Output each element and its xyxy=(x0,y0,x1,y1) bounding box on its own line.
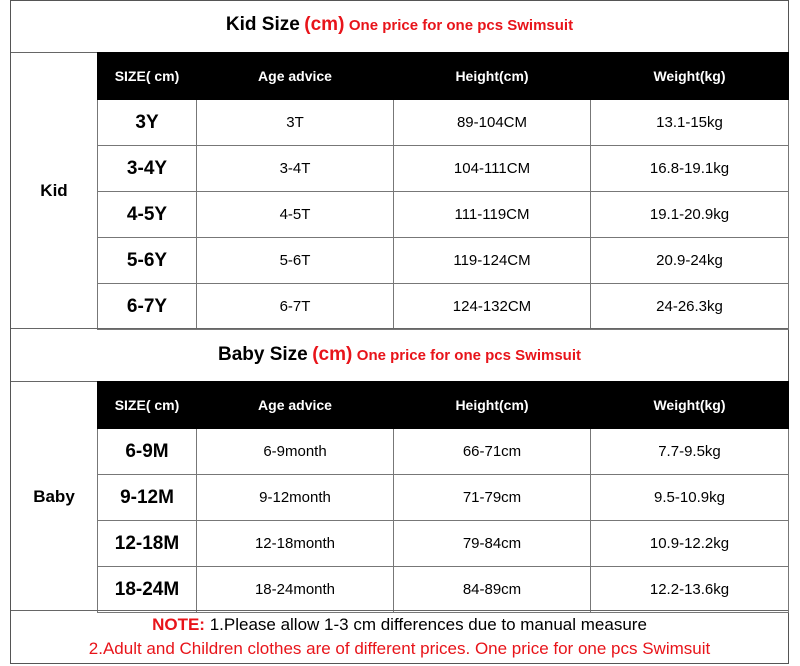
header-age: Age advice xyxy=(197,382,394,429)
divider xyxy=(11,610,788,611)
table-row xyxy=(98,192,789,238)
weight-cell: 12.2-13.6kg xyxy=(591,567,789,613)
header-height: Height(cm) xyxy=(394,53,591,100)
header-age: Age advice xyxy=(197,53,394,100)
table-row xyxy=(98,238,789,284)
weight-cell: 9.5-10.9kg xyxy=(591,475,789,521)
weight-cell: 24-26.3kg xyxy=(591,284,789,330)
table-row xyxy=(98,284,789,330)
height-cell: 111-119CM xyxy=(394,192,591,238)
kid-size-table xyxy=(97,52,789,330)
age-cell: 12-18month xyxy=(197,521,394,567)
height-cell: 104-111CM xyxy=(394,146,591,192)
weight-cell: 19.1-20.9kg xyxy=(591,192,789,238)
header-height: Height(cm) xyxy=(394,382,591,429)
divider xyxy=(11,328,788,329)
size-cell: 6-7Y xyxy=(98,284,197,330)
baby-title-main: Baby Size xyxy=(217,344,308,365)
height-cell: 84-89cm xyxy=(394,567,591,613)
note-label: NOTE: xyxy=(152,615,205,634)
note-line-1 xyxy=(11,615,788,635)
age-cell: 6-9month xyxy=(197,429,394,475)
weight-cell: 13.1-15kg xyxy=(591,100,789,146)
header-size: SIZE( cm) xyxy=(98,382,197,429)
note-line-2: 2.Adult and Children clothes are of different prices. One price for one pcs Swimsuit xyxy=(88,639,711,658)
height-cell: 124-132CM xyxy=(394,284,591,330)
table-row xyxy=(98,567,789,613)
header-weight: Weight(kg) xyxy=(591,53,789,100)
kid-title-main: Kid Size xyxy=(225,14,300,35)
size-cell: 12-18M xyxy=(98,521,197,567)
age-cell: 6-7T xyxy=(197,284,394,330)
size-cell: 9-12M xyxy=(98,475,197,521)
size-cell: 5-6Y xyxy=(98,238,197,284)
height-cell: 89-104CM xyxy=(394,100,591,146)
size-cell: 3-4Y xyxy=(98,146,197,192)
age-cell: 5-6T xyxy=(197,238,394,284)
height-cell: 119-124CM xyxy=(394,238,591,284)
age-cell: 3-4T xyxy=(197,146,394,192)
table-header-row xyxy=(98,382,789,429)
size-cell: 3Y xyxy=(98,100,197,146)
baby-group-label: Baby xyxy=(33,487,75,506)
header-weight: Weight(kg) xyxy=(591,382,789,429)
height-cell: 71-79cm xyxy=(394,475,591,521)
table-header-row xyxy=(98,53,789,100)
table-row xyxy=(98,146,789,192)
age-cell: 4-5T xyxy=(197,192,394,238)
weight-cell: 7.7-9.5kg xyxy=(591,429,789,475)
kid-title-sub: One price for one pcs Swimsuit xyxy=(348,17,574,34)
weight-cell: 10.9-12.2kg xyxy=(591,521,789,567)
table-row xyxy=(98,521,789,567)
table-row xyxy=(98,429,789,475)
baby-size-table xyxy=(97,381,789,613)
size-cell: 4-5Y xyxy=(98,192,197,238)
height-cell: 79-84cm xyxy=(394,521,591,567)
baby-title-sub: One price for one pcs Swimsuit xyxy=(356,347,581,364)
age-cell: 9-12month xyxy=(197,475,394,521)
kid-size-title xyxy=(11,14,788,36)
age-cell: 18-24month xyxy=(197,567,394,613)
kid-group-label: Kid xyxy=(40,181,68,200)
baby-title-cm: (cm) xyxy=(312,344,353,365)
weight-cell: 16.8-19.1kg xyxy=(591,146,789,192)
baby-size-title xyxy=(11,344,788,366)
header-size: SIZE( cm) xyxy=(98,53,197,100)
size-cell: 18-24M xyxy=(98,567,197,613)
size-cell: 6-9M xyxy=(98,429,197,475)
age-cell: 3T xyxy=(197,100,394,146)
kid-title-cm: (cm) xyxy=(304,14,345,35)
height-cell: 66-71cm xyxy=(394,429,591,475)
note-text-1: 1.Please allow 1-3 cm differences due to manual measure xyxy=(204,615,647,634)
table-row xyxy=(98,475,789,521)
table-row xyxy=(98,100,789,146)
weight-cell: 20.9-24kg xyxy=(591,238,789,284)
